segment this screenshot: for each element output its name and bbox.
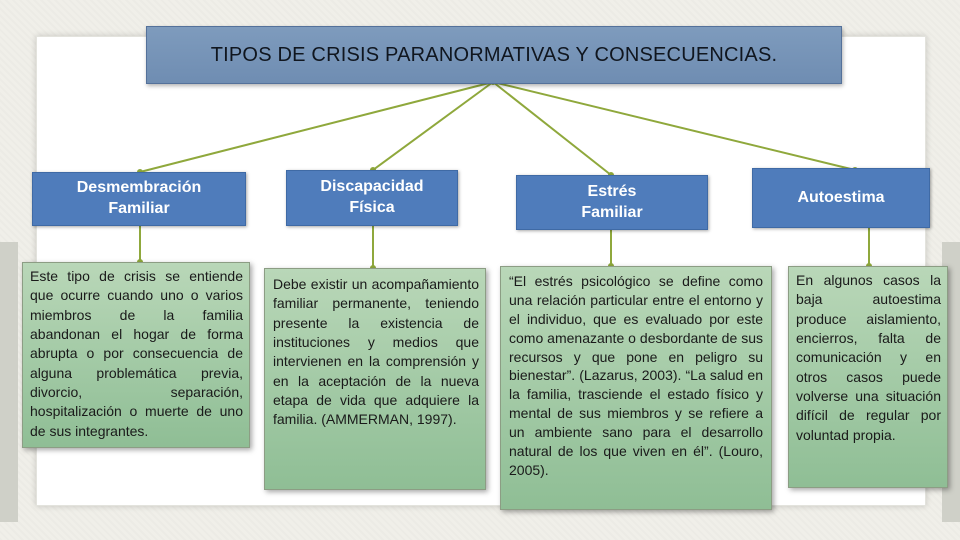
left-edge-shade [0,242,18,522]
heading-autoestima: Autoestima [752,168,930,228]
description-desmembracion-familiar: Este tipo de crisis se entiende que ocurre cuando uno o varios miembros de la familia abandonan el hogar de forma abrupta o por consecuencia de alguna problemática previa, divorcio, separación, hospitalización o muerte de uno de sus integrantes. [22,262,250,448]
description-discapacidad-fisica: Debe existir un acompañamiento familiar permanente, teniendo presente la existencia de instituciones y medios que intervienen en la comprensión y en la aceptación de la nueva etapa de vida que adquiere la familia. (AMMERMAN, 1997). [264,268,486,490]
heading-desmembracion-familiar: Desmembración Familiar [32,172,246,226]
heading-estres-familiar: Estrés Familiar [516,175,708,230]
description-estres-familiar: “El estrés psicológico se define como una relación particular entre el entorno y el individuo, que es evaluado por este como amenazante o desbordante de sus recursos y que pone en peligro su bienestar”. (Lazarus, 2003). “La salud en la familia, trasciende el estado físico y mental de sus miembros y se refiere a un ambiente sano para el desarrollo natural de los que viven en él”. (Louro, 2005). [500,266,772,510]
diagram-title: TIPOS DE CRISIS PARANORMATIVAS Y CONSECUENCIAS. [146,26,842,84]
description-autoestima: En algunos casos la baja autoestima produce aislamiento, encierros, falta de comunicación y en otros casos puede volverse una situación difícil de regular por voluntad propia. [788,266,948,488]
heading-discapacidad-fisica: Discapacidad Física [286,170,458,226]
